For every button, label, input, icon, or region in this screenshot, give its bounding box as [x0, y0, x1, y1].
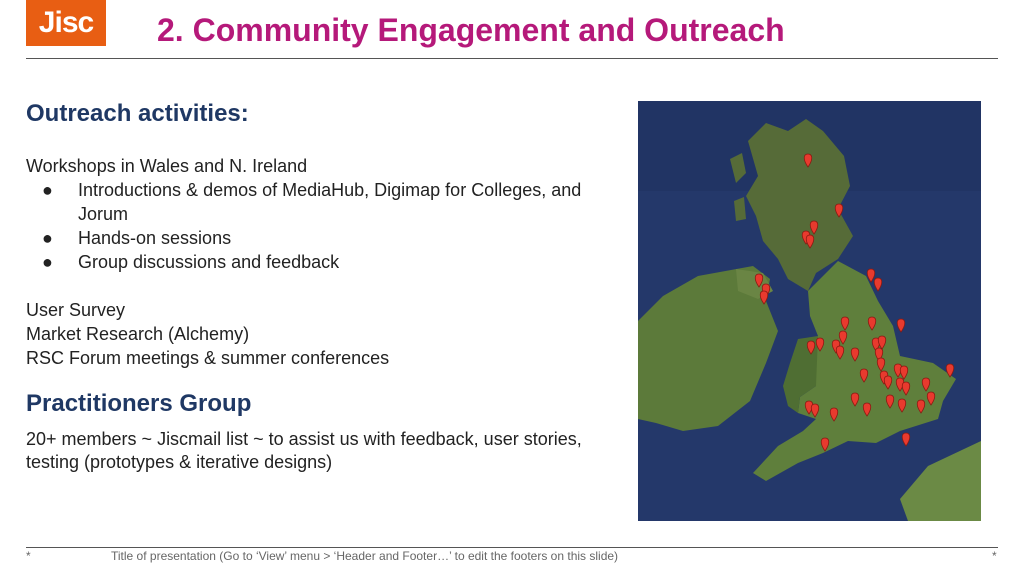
list-item: [26, 226, 626, 250]
market-research-line: Market Research (Alchemy): [26, 324, 250, 344]
footer-text: Title of presentation (Go to ‘View’ menu > ‘Header and Footer…’ to edit the footers on this slide): [111, 549, 619, 563]
workshop-list: [26, 178, 626, 274]
list-item-text: Introductions & demos of MediaHub, Digimap for Colleges, and Jorum: [78, 180, 582, 224]
list-item-text: Group discussions and feedback: [78, 252, 340, 272]
bullet-icon: ●: [42, 252, 53, 272]
logo-text: Jisc: [38, 6, 94, 39]
footer-left-mark: *: [26, 549, 31, 563]
map-svg: [638, 101, 981, 521]
list-item: [26, 250, 626, 274]
list-item-text: Hands-on sessions: [78, 228, 232, 248]
bullet-icon: ●: [42, 228, 53, 248]
practitioners-heading: Practitioners Group: [26, 390, 252, 417]
footer-right-mark: *: [992, 549, 997, 563]
footer-divider: [26, 547, 998, 548]
spacer: [26, 130, 626, 154]
bullet-icon: ●: [42, 180, 53, 200]
outreach-heading: Outreach activities:: [26, 100, 249, 127]
user-survey-line: User Survey: [26, 300, 126, 320]
title-divider: [26, 58, 998, 59]
workshops-intro: Workshops in Wales and N. Ireland: [26, 156, 308, 176]
practitioners-text: 20+ members ~ Jiscmail list ~ to assist us with feedback, user stories, testing (prototypes & iterative designs): [26, 429, 582, 472]
rsc-forum-line: RSC Forum meetings & summer conferences: [26, 348, 390, 368]
list-item: [26, 178, 626, 226]
slide-title: 2. Community Engagement and Outreach: [157, 12, 785, 48]
slide-body: [26, 98, 626, 474]
spacer: [26, 420, 626, 428]
spacer: [26, 274, 626, 298]
uk-map-image: [638, 101, 981, 521]
spacer: [26, 370, 626, 388]
jisc-logo: [26, 0, 106, 46]
